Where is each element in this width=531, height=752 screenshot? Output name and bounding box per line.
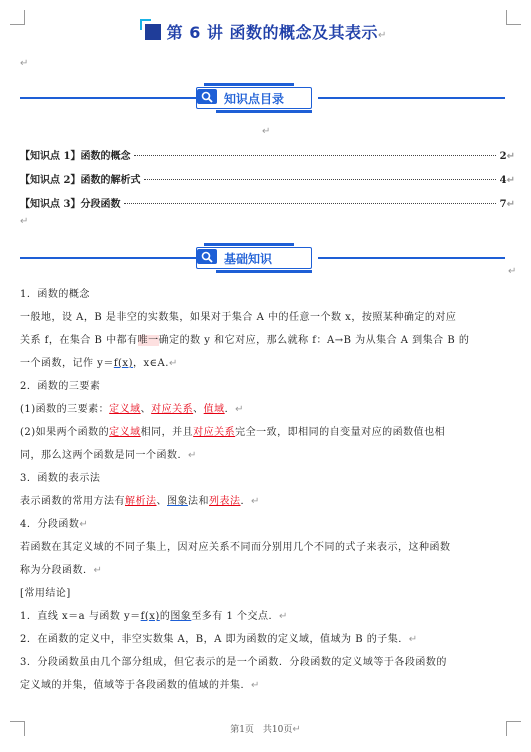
body-text-line: 若函数在其定义域的不同子集上，因对应关系不同而分别用几个不同的式子来表示，这种函数	[20, 542, 451, 553]
basics-section-header	[196, 247, 318, 269]
toc-entry[interactable]: 【知识点 3】分段函数 7 ↵	[20, 199, 515, 210]
heading-function-concept: 1．函数的概念	[20, 289, 90, 300]
body-text-line: 一般地，设 A，B 是非空的实数集，如果对于集合 A 中的任意一个数 x，按照某种确定的对应	[20, 312, 457, 323]
toc-section-title: 知识点目录	[224, 92, 285, 106]
heading-piecewise: 4．分段函数↵	[20, 519, 89, 530]
toc-section-header	[196, 87, 318, 109]
paragraph-mark-icon: ↵	[20, 58, 29, 69]
document-title: 第 6 讲 函数的概念及其表示	[166, 23, 378, 42]
page-footer: 第1页 共10页↵	[230, 724, 301, 735]
body-text-line: 同，那么这两个函数是同一个函数．↵	[20, 450, 197, 461]
search-icon	[197, 249, 217, 264]
body-text-line: 表示函数的常用方法有解析法、图象法和列表法．↵	[20, 496, 260, 507]
search-icon	[197, 89, 217, 104]
body-text-line: 1．直线 x＝a 与函数 y＝f(x)的图象至多有 1 个交点．↵	[20, 611, 288, 622]
heading-representation: 3．函数的表示法	[20, 473, 101, 484]
body-text-line: 称为分段函数．↵	[20, 565, 103, 576]
paragraph-mark-icon: ↵	[20, 216, 29, 227]
body-text-line: 关系 f，在集合 B 中都有唯一确定的数 y 和它对应，那么就称 f：A→B 为从集合 A 到集合 B 的	[20, 335, 470, 346]
body-text-line: (2)如果两个函数的定义域相同，并且对应关系完全一致，即相同的自变量对应的函数值也相	[20, 427, 446, 438]
heading-common-conclusions: [常用结论]	[20, 588, 71, 599]
document-title-row	[0, 20, 531, 43]
paragraph-mark-icon: ↵	[262, 126, 271, 137]
toc-entry[interactable]: 【知识点 2】函数的解析式 4 ↵	[20, 175, 515, 186]
body-text-line: 定义域的并集，值域等于各段函数的值域的并集．↵	[20, 680, 260, 691]
body-text-line: 一个函数，记作 y＝f(x)，x∈A.↵	[20, 358, 178, 369]
body-text-line: (1)函数的三要素：定义域、对应关系、值域．↵	[20, 404, 245, 415]
toc-entry[interactable]: 【知识点 1】函数的概念 2 ↵	[20, 151, 515, 162]
body-text-line: 2．在函数的定义中，非空实数集 A，B，A 即为函数的定义域，值域为 B 的子集．↵	[20, 634, 418, 645]
heading-three-elements: 2．函数的三要素	[20, 381, 101, 392]
paragraph-mark-icon: ↵	[377, 30, 387, 41]
title-square-icon	[145, 24, 161, 40]
basics-section-title: 基础知识	[224, 252, 273, 266]
body-text-line: 3．分段函数虽由几个部分组成，但它表示的是一个函数．分段函数的定义域等于各段函数的	[20, 657, 447, 668]
paragraph-mark-icon: ↵	[508, 266, 517, 277]
